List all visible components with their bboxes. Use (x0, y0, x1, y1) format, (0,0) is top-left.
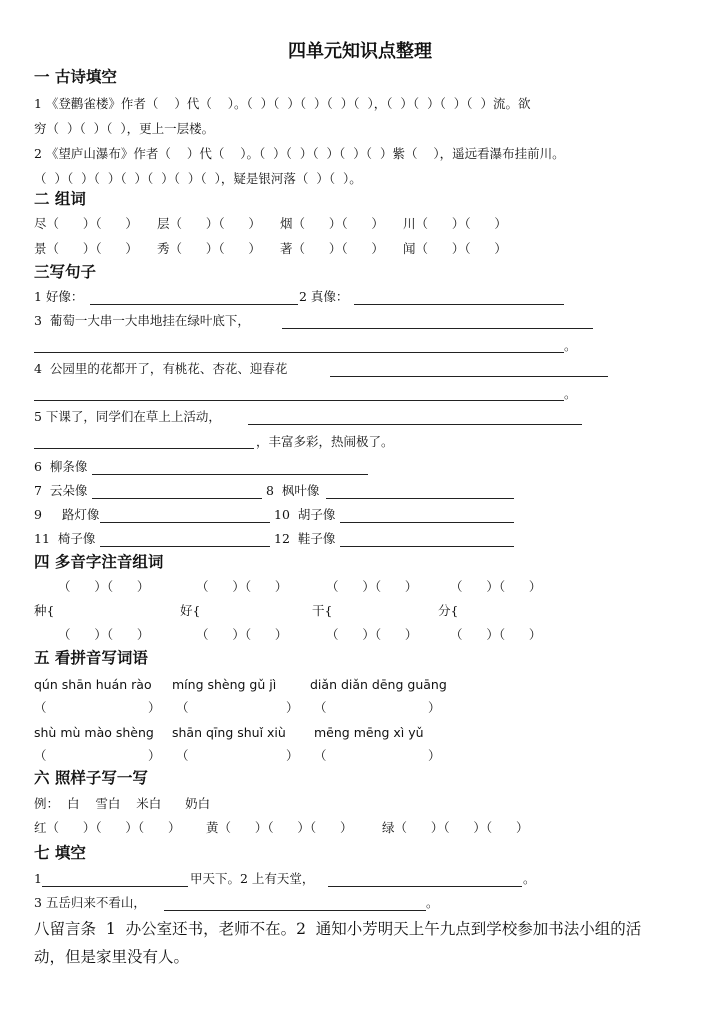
answer-line[interactable] (34, 400, 564, 401)
section-1-heading: 一 古诗填空 (34, 67, 117, 86)
pinyin-blank: （ ）（ ） (196, 627, 288, 642)
word-group: 层（ ）（ ） (157, 216, 261, 231)
polyphone-char: 干{ (312, 603, 333, 618)
answer-line[interactable] (92, 498, 262, 499)
word-group: 闻（ ）（ ） (403, 241, 507, 256)
poem-line: （ ）（ ）（ ）（ ）（ ）（ ）（ ），疑是银河落（ ）（ ）。 (34, 171, 362, 186)
pinyin-prompt: shān qīng shuǐ xiù (172, 725, 286, 740)
sentence-prompt: 11 椅子像 (34, 531, 96, 546)
answer-paren: ） (148, 700, 161, 715)
answer-line[interactable] (34, 352, 564, 353)
answer-paren: （ (34, 700, 47, 715)
sentence-prompt: 3 葡萄一大串一大串地挂在绿叶底下， (34, 313, 250, 328)
answer-line[interactable] (340, 522, 514, 523)
section-6-heading: 六 照样子写一写 (34, 768, 148, 787)
section-8-line: 八留言条 1 办公室还书，老师不在。2 通知小芳明天上午九点到学校参加书法小组的活 (34, 920, 642, 938)
pinyin-prompt: qún shān huán rào (34, 677, 152, 692)
pinyin-prompt: shù mù mào shèng (34, 725, 154, 740)
answer-paren: （ (34, 748, 47, 763)
answer-paren: ） (428, 700, 441, 715)
section-7-heading: 七 填空 (34, 843, 86, 862)
answer-line[interactable] (326, 498, 514, 499)
word-group: 尽（ ）（ ） (34, 216, 138, 231)
fill-prompt: 3 五岳归来不看山， (34, 895, 146, 910)
answer-paren: ） (428, 748, 441, 763)
color-word-group: 红（ ）（ ）（ ） (34, 820, 181, 835)
answer-line[interactable] (248, 424, 582, 425)
polyphone-char: 种{ (34, 603, 55, 618)
sentence-prompt: 8 枫叶像 (266, 483, 320, 498)
sentence-prompt: 6 柳条像 (34, 459, 88, 474)
pinyin-blank: （ ）（ ） (58, 579, 150, 594)
poem-line: 1 《登鹳雀楼》作者（ ）代（ ）。（ ）（ ）（ ）（ ）（ ），（ ）（ ）（ ）（ ）流。欲 (34, 96, 531, 111)
polyphone-char: 分{ (438, 603, 459, 618)
answer-paren: （ (176, 700, 189, 715)
answer-line[interactable] (164, 910, 426, 911)
pinyin-prompt: diǎn diǎn dēng guāng (310, 677, 447, 692)
sentence-prompt: 4 公园里的花都开了，有桃花、杏花、迎春花 (34, 361, 288, 376)
answer-line[interactable] (42, 886, 188, 887)
section-4-heading: 四 多音字注音组词 (34, 552, 164, 571)
answer-paren: ） (286, 700, 299, 715)
section-3-heading: 三写句子 (34, 262, 97, 281)
period-mark: 。 (426, 895, 439, 910)
sentence-prompt: 9 路灯像 (34, 507, 100, 522)
pinyin-prompt: míng shèng gǔ jì (172, 677, 277, 692)
answer-line[interactable] (282, 328, 593, 329)
word-group: 川（ ）（ ） (403, 216, 507, 231)
sentence-prompt: 1 好像： (34, 289, 84, 304)
pinyin-blank: （ ）（ ） (196, 579, 288, 594)
answer-line[interactable] (328, 886, 522, 887)
answer-line[interactable] (34, 448, 254, 449)
word-group: 烟（ ）（ ） (280, 216, 384, 231)
pinyin-prompt: mēng mēng xì yǔ (314, 725, 424, 740)
fill-prompt: 1 (34, 871, 42, 886)
period-mark: 。 (564, 338, 577, 353)
poem-line: 2 《望庐山瀑布》作者（ ）代（ ）。（ ）（ ）（ ）（ ）（ ）紫（ ），遥远看瀑布挂前川。 (34, 146, 565, 161)
page-title: 四单元知识点整理 (288, 41, 432, 62)
answer-paren: ） (148, 748, 161, 763)
sentence-prompt: 12 鞋子像 (274, 531, 336, 546)
pinyin-blank: （ ）（ ） (450, 579, 542, 594)
answer-line[interactable] (340, 546, 514, 547)
section-5-heading: 五 看拼音写词语 (34, 648, 148, 667)
pinyin-blank: （ ）（ ） (58, 627, 150, 642)
color-word-group: 黄（ ）（ ）（ ） (206, 820, 353, 835)
word-group: 秀（ ）（ ） (157, 241, 261, 256)
pinyin-blank: （ ）（ ） (450, 627, 542, 642)
fill-prompt: 甲天下。2 上有天堂， (190, 871, 315, 886)
polyphone-char: 好{ (180, 603, 201, 618)
answer-line[interactable] (100, 546, 270, 547)
poem-line: 穷（ ）（ ）（ ），更上一层楼。 (34, 121, 215, 136)
sentence-prompt: 10 胡子像 (274, 507, 336, 522)
sentence-prompt: 7 云朵像 (34, 483, 88, 498)
period-mark: 。 (564, 386, 577, 401)
answer-line[interactable] (90, 304, 298, 305)
answer-paren: （ (314, 700, 327, 715)
sentence-prompt: 2 真像： (299, 289, 349, 304)
pinyin-blank: （ ）（ ） (326, 627, 418, 642)
color-word-group: 绿（ ）（ ）（ ） (382, 820, 529, 835)
sentence-prompt: 5 下课了，同学们在草上上活动， (34, 409, 221, 424)
section-2-heading: 二 组词 (34, 189, 86, 208)
answer-line[interactable] (354, 304, 564, 305)
period-mark: 。 (523, 871, 536, 886)
section-8-line: 动，但是家里没有人。 (34, 948, 190, 966)
pinyin-blank: （ ）（ ） (326, 579, 418, 594)
answer-paren: （ (314, 748, 327, 763)
answer-line[interactable] (330, 376, 608, 377)
example-line: 例： 白 雪白 米白 奶白 (34, 796, 211, 811)
answer-line[interactable] (100, 522, 270, 523)
answer-line[interactable] (92, 474, 368, 475)
sentence-text: ，丰富多彩，热闹极了。 (256, 434, 394, 449)
answer-paren: （ (176, 748, 189, 763)
word-group: 景（ ）（ ） (34, 241, 138, 256)
word-group: 著（ ）（ ） (280, 241, 384, 256)
answer-paren: ） (286, 748, 299, 763)
